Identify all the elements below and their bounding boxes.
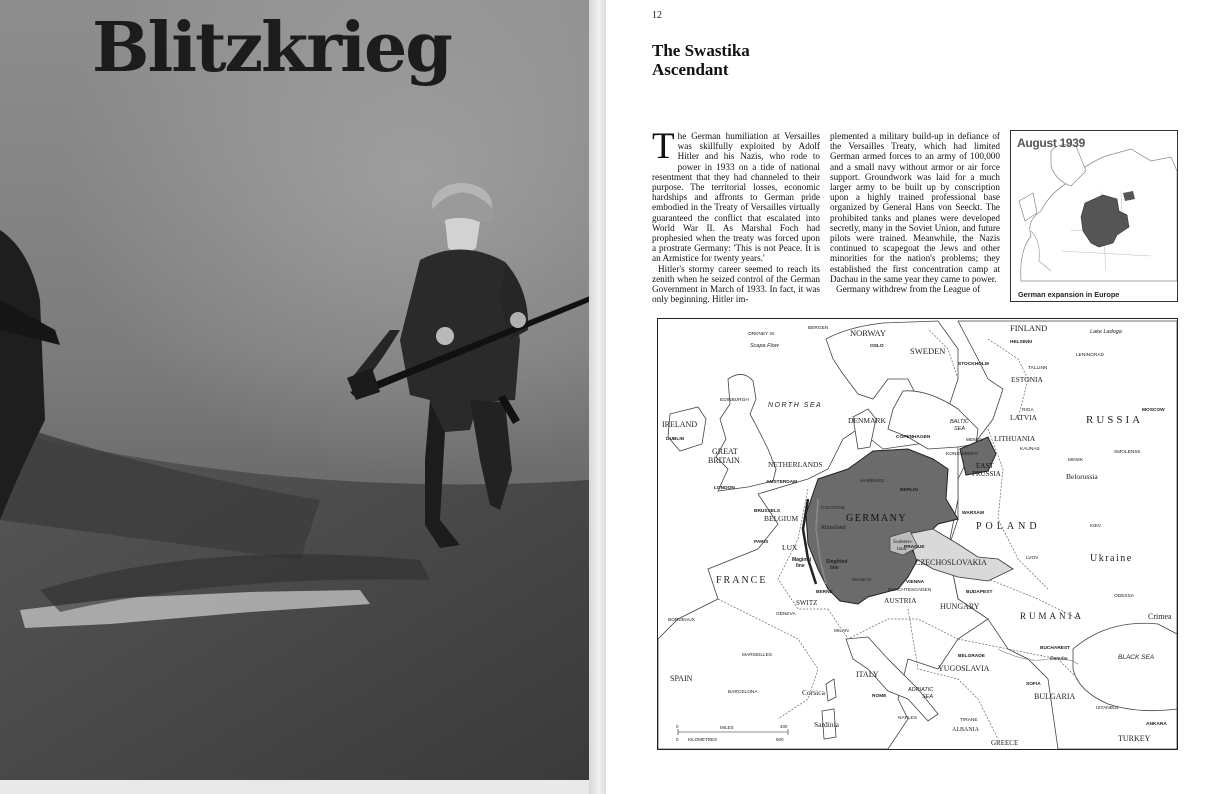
- map-city-kiev: KIEV: [1090, 524, 1101, 529]
- europe-map-drawing: [658, 319, 1177, 749]
- map-city-kaunas: KAUNAS: [1020, 447, 1040, 452]
- map-label-austria: AUSTRIA: [884, 596, 917, 605]
- map-label-baltic-sea: BALTIC: [950, 419, 969, 425]
- map-city-orkney: ORKNEY IS.: [748, 332, 776, 337]
- map-city-istanbul: ISTANBUL: [1096, 706, 1120, 711]
- map-label-poland: POLAND: [976, 521, 1041, 532]
- map-city-budapest: BUDAPEST: [966, 590, 993, 595]
- map-city-ankara: ANKARA: [1146, 722, 1167, 727]
- map-label-germany: GERMANY: [846, 513, 908, 524]
- map-label-black-sea: BLACK SEA: [1118, 654, 1155, 661]
- map-city-bucharest: BUCHAREST: [1040, 646, 1071, 651]
- map-city-konigsberg: KONIGSBERG: [946, 452, 979, 457]
- left-page-photo: [0, 0, 589, 780]
- map-label-lake-ladoga: Lake Ladoga: [1090, 329, 1122, 335]
- map-city-riga: RIGA: [1022, 408, 1034, 413]
- paragraph: he German humiliation at Versailles was skillfully exploited by Adolf Hitler and his Nazis, who rode to power in 1933 on a tide of national resentment that they had channeled to their purpose. The territorial losses, economic hardships and affronts to German pride embodied in the Treaty of Versailles virtually guaranteed the conflict that escalated into World War II. As Marshal Foch had prophesied when the treaty was forced upon a prostrate Germany: 'This is not Peace. It is an Armistice for twenty years.': [652, 131, 820, 264]
- body-column-1: [652, 131, 820, 311]
- map-label-albania: ALBANIA: [952, 727, 979, 733]
- map-label-greece: GREECE: [991, 739, 1019, 747]
- map-label-rumania: RUMANIA: [1020, 611, 1085, 621]
- map-city-helsinki: HELSINKI: [1010, 340, 1033, 345]
- map-label-sardinia: Sardinia: [814, 720, 839, 729]
- map-city-copenhagen: COPENHAGEN: [896, 435, 931, 440]
- map-city-dublin: DUBLIN: [666, 437, 685, 442]
- body-column-2: [830, 131, 1000, 311]
- map-label-great-britain-2: BRITAIN: [708, 456, 740, 465]
- map-label-east-prussia-2: PRUSSIA: [972, 470, 1001, 478]
- map-label-sudetenland: Sudeten-: [893, 539, 913, 545]
- map-city-bergen: BERGEN: [808, 326, 829, 331]
- inset-map-caption: German expansion in Europe: [1018, 290, 1120, 299]
- map-label-north-sea: NORTH SEA: [768, 402, 823, 409]
- map-city-leningrad: LENINGRAD: [1076, 353, 1104, 358]
- page-title: Blitzkrieg: [92, 8, 451, 88]
- map-city-minsk: MINSK: [1068, 458, 1084, 463]
- map-city-memel: MEMEL: [966, 438, 984, 443]
- soldier-photo: [0, 0, 589, 780]
- map-label-czechoslovakia: CZECHOSLOVAKIA: [915, 558, 987, 567]
- map-label-siegfried-line: Siegfried: [826, 559, 848, 565]
- inset-map-drawing: [1011, 131, 1177, 301]
- map-label-danube: Danube: [1050, 656, 1068, 662]
- map-label-switz: SWITZ: [796, 599, 818, 607]
- map-city-moscow: MOSCOW: [1142, 408, 1165, 413]
- map-city-stockholm: STOCKHOLM: [958, 362, 989, 367]
- map-city-odessa: ODESSA: [1114, 594, 1134, 599]
- map-label-bulgaria: BULGARIA: [1034, 692, 1076, 701]
- map-city-munich: MUNICH: [852, 578, 872, 583]
- chapter-heading-line-1: The Swastika: [652, 41, 750, 60]
- page-number: 12: [652, 10, 662, 21]
- map-city-oslo: OSLO: [870, 344, 884, 349]
- map-city-prague: PRAGUE: [904, 545, 925, 550]
- map-label-italy: ITALY: [856, 670, 879, 679]
- inset-map: [1010, 130, 1178, 302]
- chapter-heading: [652, 41, 852, 79]
- map-label-great-britain: GREAT: [712, 447, 738, 456]
- map-city-bordeaux: BORDEAUX: [668, 618, 695, 623]
- map-city-amsterdam: AMSTERDAM: [766, 480, 798, 485]
- map-label-sudetenland-2: land: [897, 546, 907, 552]
- map-label-ireland: IRELAND: [662, 420, 698, 429]
- map-label-sweden: SWEDEN: [910, 346, 946, 356]
- map-label-russia: RUSSIA: [1086, 414, 1144, 426]
- map-label-belgium: BELGIUM: [764, 514, 799, 523]
- paragraph: plemented a military build-up in defiance of the Versailles Treaty, which had limited German armed forces to an army of 100,000 and a small navy without armor or air force support. Groundwork was laid for a much larger army to be built up by conscription upon a highly trained professional base organized by General Hans von Seeckt. The prohibited tanks and planes were developed secretly, many in the Soviet Union, and future pilots were trained. Meanwhile, the Nazis continued to scapegoat the Jews and other minorities for the nation's problems; they established the first concentration camp at Dachau in the same year they came to power.: [830, 131, 1000, 284]
- map-city-paris: PARIS: [754, 540, 769, 545]
- europe-map: [657, 318, 1178, 750]
- map-city-tirane: TIRANE: [960, 718, 978, 723]
- paragraph: Germany withdrew from the League of: [836, 284, 981, 295]
- map-scale-600: 600: [776, 737, 784, 742]
- map-city-belgrade: BELGRADE: [958, 654, 985, 659]
- map-label-lux: LUX: [782, 543, 798, 552]
- map-scale-miles: MILES: [720, 725, 734, 730]
- map-city-marseilles: MARSEILLES: [742, 653, 773, 658]
- map-label-yugoslavia: YUGOSLAVIA: [938, 664, 990, 673]
- map-label-denmark: DENMARK: [848, 416, 886, 425]
- map-label-turkey: TURKEY: [1118, 734, 1151, 743]
- map-label-belorussia: Belorussia: [1066, 472, 1098, 481]
- map-label-maginot-line-2: line: [796, 563, 805, 569]
- map-label-maginot-line: Maginot: [792, 557, 812, 563]
- map-city-hamburg: HAMBURG: [860, 479, 885, 484]
- map-label-siegfried-line-2: line: [830, 565, 839, 571]
- map-city-tallinn: TALLINN: [1028, 366, 1048, 371]
- map-city-warsaw: WARSAW: [962, 511, 985, 516]
- inset-map-title: August 1939: [1017, 136, 1086, 150]
- map-label-france: FRANCE: [716, 575, 768, 586]
- map-city-berchtesgaden: BERCHTESGADEN: [888, 588, 932, 593]
- map-label-scapa-flow: Scapa Flow: [750, 343, 779, 349]
- right-page: [606, 0, 1205, 794]
- map-label-estonia: ESTONIA: [1011, 375, 1043, 384]
- map-city-berlin: BERLIN: [900, 488, 918, 493]
- map-label-spain: SPAIN: [670, 674, 693, 683]
- map-city-smolensk: SMOLENSK: [1114, 450, 1141, 455]
- map-label-finland: FINLAND: [1010, 323, 1048, 333]
- map-city-geneva: GENEVA: [776, 612, 796, 617]
- map-city-london: LONDON: [714, 486, 735, 491]
- map-scale-400: 400: [780, 724, 788, 729]
- map-label-baltic-sea-2: SEA: [954, 426, 966, 432]
- map-city-naples: NAPLES: [898, 716, 917, 721]
- map-city-edinburgh: EDINBURGH: [720, 398, 749, 403]
- map-city-brussels: BRUSSELS: [754, 509, 781, 514]
- map-city-sofia: SOFIA: [1026, 682, 1041, 687]
- chapter-heading-line-2: Ascendant: [652, 60, 729, 79]
- map-city-berne: BERNE: [816, 590, 833, 595]
- map-label-hungary: HUNGARY: [940, 602, 980, 611]
- map-label-crimea: Crimea: [1148, 612, 1172, 621]
- map-city-vienna: VIENNA: [906, 580, 925, 585]
- map-label-adriatic-sea: ADRIATIC: [908, 687, 934, 693]
- map-label-adriatic-sea-2: SEA: [922, 694, 934, 700]
- map-city-lvov: LVOV: [1026, 556, 1039, 561]
- map-label-lithuania: LITHUANIA: [994, 434, 1036, 443]
- map-scale-kilometres: KILOMETRES: [688, 737, 718, 742]
- map-label-norway: NORWAY: [850, 328, 887, 338]
- map-label-ukraine: Ukraine: [1090, 553, 1133, 564]
- map-label-corsica: Corsica: [802, 688, 825, 697]
- map-scale-zero-km: 0: [676, 737, 679, 742]
- map-label-netherlands: NETHERLANDS: [768, 460, 823, 469]
- map-city-cologne: COLOGNE: [821, 506, 845, 511]
- drop-cap: T: [652, 131, 675, 167]
- paragraph: Hitler's stormy career seemed to reach its zenith when he seized control of the German Government in March of 1933. In fact, it was only beginning. Hitler im-: [652, 263, 820, 305]
- map-label-rhineland: Rhineland: [821, 525, 846, 531]
- book-gutter: [589, 0, 606, 794]
- map-label-east-prussia: EAST: [976, 462, 994, 470]
- map-scale-zero: 0: [676, 724, 679, 729]
- map-city-barcelona: BARCELONA: [728, 690, 758, 695]
- map-label-latvia: LATVIA: [1010, 413, 1038, 422]
- map-city-rome: ROME: [872, 694, 887, 699]
- map-city-milan: MILAN: [834, 629, 849, 634]
